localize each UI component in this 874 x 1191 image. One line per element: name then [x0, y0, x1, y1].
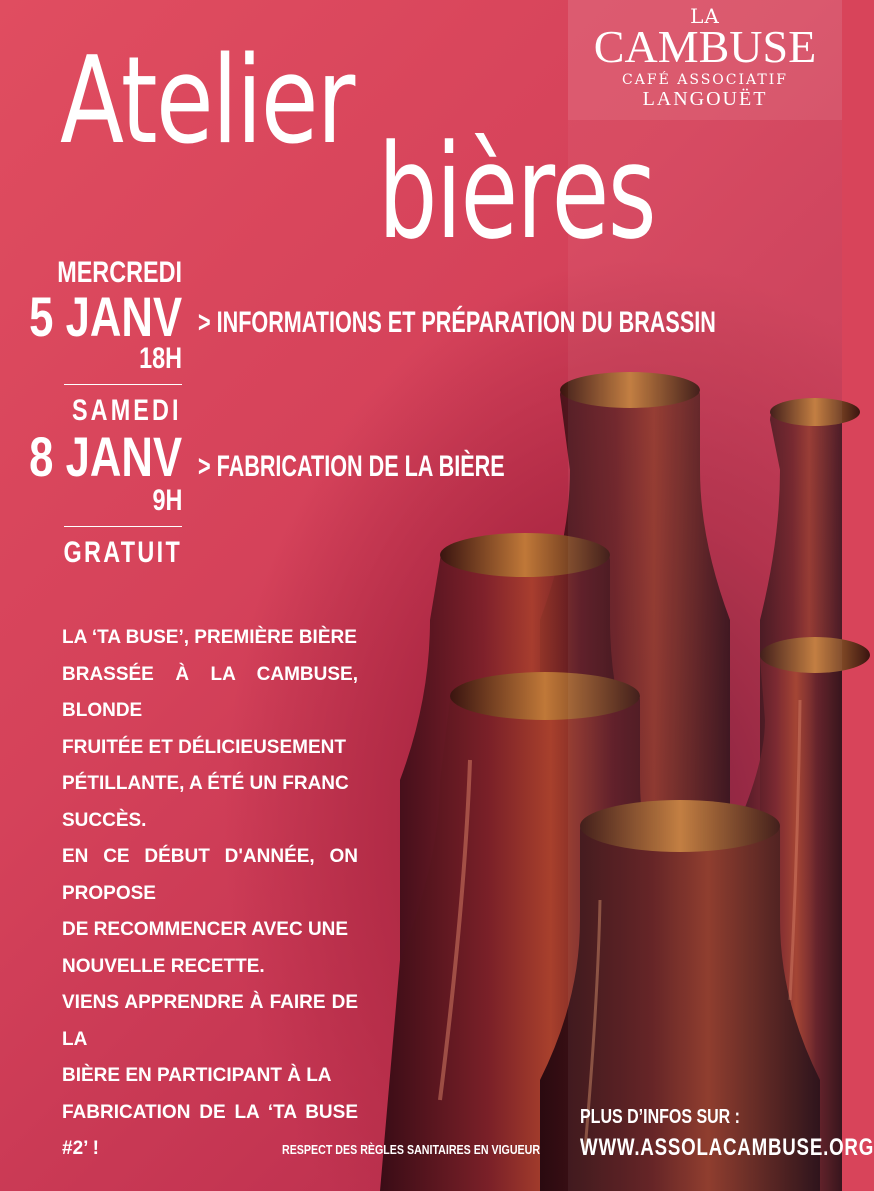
- event2-description: > FABRICATION DE LA BIÈRE: [198, 450, 505, 483]
- description-block: [62, 620, 358, 1168]
- sanitary-note: RESPECT DES RÈGLES SANITAIRES EN VIGUEUR: [282, 1142, 541, 1157]
- infos-label: PLUS D’INFOS SUR :: [580, 1106, 741, 1128]
- logo-pre: LA: [690, 4, 720, 28]
- event2-hour: 9H: [152, 484, 182, 517]
- desc-line: FRUITÉE ET DÉLICIEUSEMENT: [62, 736, 346, 758]
- title-line2: bières: [378, 116, 656, 268]
- logo-name: CAMBUSE: [593, 21, 817, 72]
- desc-line: VIENS APPRENDRE À FAIRE DE LA: [62, 992, 358, 1050]
- desc-line: NOUVELLE RECETTE.: [62, 955, 265, 977]
- divider-2: [64, 526, 182, 527]
- desc-line: BIÈRE EN PARTICIPANT À LA: [62, 1065, 332, 1086]
- desc-line: SUCCÈS.: [62, 809, 147, 831]
- price-label: GRATUIT: [63, 536, 182, 569]
- logo-town: LANGOUËT: [642, 88, 768, 110]
- event1-date: 5 JANV: [29, 285, 182, 348]
- desc-line: BRASSÉE À LA CAMBUSE, BLONDE: [62, 663, 358, 721]
- desc-line: PÉTILLANTE, A ÉTÉ UN FRANC: [62, 773, 349, 794]
- event1-hour: 18H: [139, 342, 182, 375]
- desc-line: DE RECOMMENCER AVEC UNE: [62, 919, 349, 940]
- logo-subtitle-text: CAFÉ ASSOCIATIF: [622, 72, 788, 88]
- desc-line: EN CE DÉBUT D'ANNÉE, ON PROPOSE: [62, 846, 358, 904]
- event2-date: 8 JANV: [29, 425, 182, 488]
- divider-1: [64, 384, 182, 385]
- event2-day: SAMEDI: [72, 394, 182, 427]
- desc-line: LA ‘TA BUSE’, PREMIÈRE BIÈRE: [62, 627, 357, 648]
- event1-description: > INFORMATIONS ET PRÉPARATION DU BRASSIN: [198, 306, 716, 339]
- logo-subtitle: [568, 72, 842, 88]
- title-line1: Atelier: [60, 32, 354, 171]
- event1-day: MERCREDI: [57, 256, 182, 289]
- desc-line: FABRICATION DE LA ‘TA BUSE #2’ !: [62, 1101, 358, 1159]
- website-link[interactable]: WWW.ASSOLACAMBUSE.ORG: [580, 1134, 874, 1161]
